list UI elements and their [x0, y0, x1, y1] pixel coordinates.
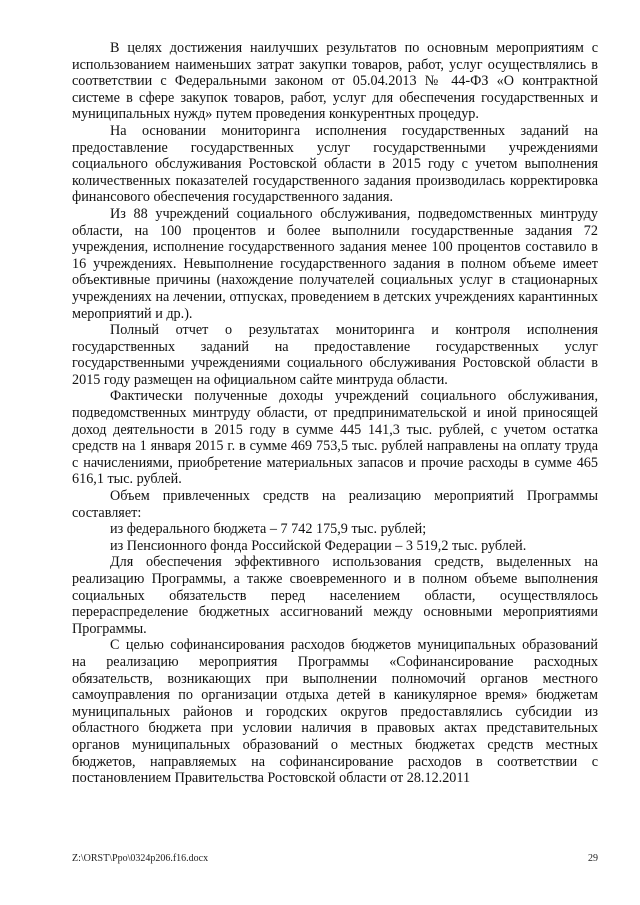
paragraph-cofinancing: С целью софинансирования расходов бюджетов муниципальных образований на реализацию мероприятия Программы «Софинансирование расходных обязательств, возникающих при выполнении полномочий органов местного самоуправления по организации отдыха детей в каникулярное время» бюджетам муниципальных районов и городских округов предоставлялись субсидии из областного бюджета при условии наличия в правовых актах представительных органов муниципальных образований о местных бюджетах средств местных бюджетов, направляемых на софинансирование расходов в соответствии с постановлением Правительства Ростовской области от 28.12.2011	[72, 637, 598, 787]
paragraph-pension-fund: из Пенсионного фонда Российской Федерации – 3 519,2 тыс. рублей.	[110, 537, 527, 554]
paragraph-procurement: В целях достижения наилучших результатов по основным мероприятиям с использованием наименьших затрат закупки товаров, работ, услуг осуществлялись в соответствии с Федеральными законом от 05.04.2013 № 44-ФЗ «О контрактной системе в сфере закупок товаров, работ, услуг для обеспечения государственных и муниципальных нужд» путем проведения конкурентных процедур.	[72, 40, 598, 123]
paragraph-redistribution: Для обеспечения эффективного использования средств, выделенных на реализацию Программы, а также своевременного и в полном объеме выполнения социальных обязательств перед населением области, осуществлялось перераспределение бюджетных ассигнований между основными мероприятиями Программы.	[72, 554, 598, 637]
paragraph-institutions: Из 88 учреждений социального обслуживания, подведомственных минтруду области, на 100 процентов и более выполнили государственные задания 72 учреждения, исполнение государственного задания менее 100 процентов составило в 16 учреждениях. Невыполнение государственного задания в полном объеме имеет объективные причины (нахождение получателей социальных услуг в стационарных учреждениях на лечении, отпусках, проведением в детских учреждениях карантинных мероприятий и др.).	[72, 205, 598, 322]
page-number: 29	[588, 853, 598, 864]
footer-file-path: Z:\ORST\Ppo\0324p206.f16.docx	[72, 853, 209, 864]
paragraph-federal-budget: из федерального бюджета – 7 742 175,9 тыс. рублей;	[110, 521, 427, 538]
paragraph-income: Фактически полученные доходы учреждений социального обслуживания, подведомственных минтруду области, от предпринимательской и иной приносящей доход деятельности в 2015 году в сумме 445 141,3 тыс. рублей, с учетом остатка средств на 1 января 2015 г. в сумме 469 753,5 тыс. рублей направлены на оплату труда с начислениями, приобретение материальных запасов и прочие расходы в сумме 465 616,1 тыс. рублей.	[72, 388, 598, 488]
paragraph-monitoring: На основании мониторинга исполнения государственных заданий на предоставление государственных услуг государственными учреждениями социального обслуживания Ростовской области в 2015 году с учетом выполнения количественных показателей государственного задания производилась корректировка финансового обеспечения государственного задания.	[72, 122, 598, 206]
document-body	[72, 40, 598, 787]
paragraph-funds-volume: Объем привлеченных средств на реализацию мероприятий Программы составляет:	[72, 488, 598, 521]
paragraph-report: Полный отчет о результатах мониторинга и контроля исполнения государственных заданий на предоставление государственных услуг государственными учреждениями социального обслуживания Ростовской области в 2015 году размещен на официальном сайте минтруда области.	[72, 322, 598, 388]
